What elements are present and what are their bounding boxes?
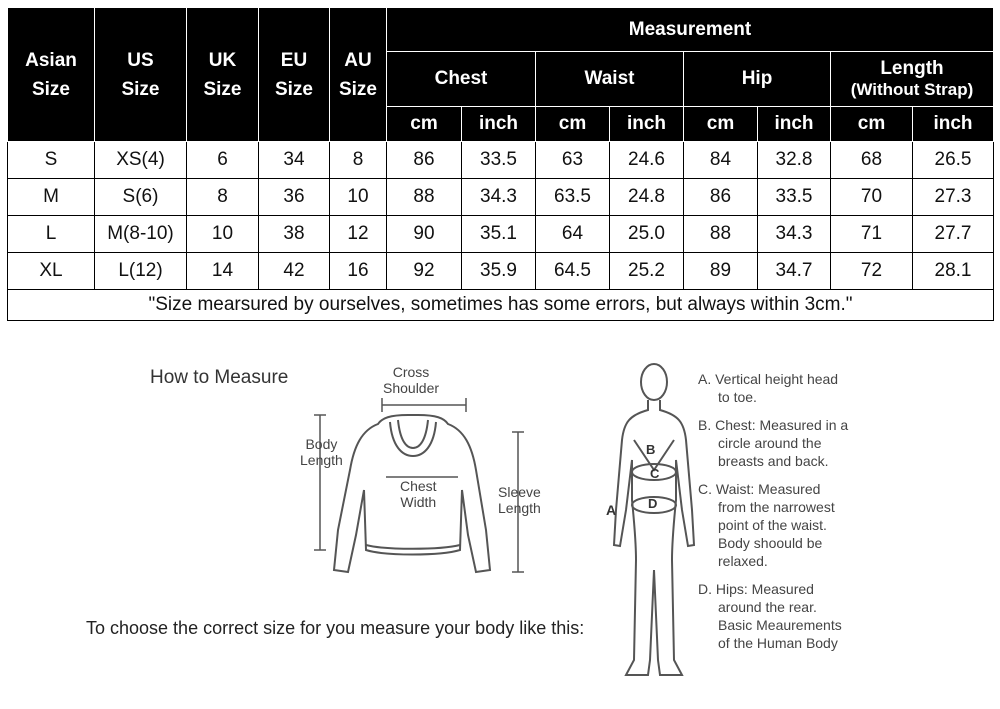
table-cell: 64 — [536, 216, 610, 253]
header-asian-size: Asian Size — [8, 8, 95, 142]
marker-d: D — [648, 496, 658, 511]
table-cell: 42 — [259, 253, 330, 290]
header-eu-size: EU Size — [259, 8, 330, 142]
label-sleeve-length: Sleeve Length — [498, 484, 541, 516]
table-cell: L(12) — [95, 253, 187, 290]
table-cell: 27.7 — [913, 216, 994, 253]
table-cell: 33.5 — [758, 179, 831, 216]
table-row — [8, 142, 994, 179]
table-cell: XS(4) — [95, 142, 187, 179]
size-chart-table — [7, 7, 994, 321]
table-cell: 63 — [536, 142, 610, 179]
header-measurement: Measurement — [387, 8, 994, 52]
legend-item-c: C. Waist: Measured from the narrowest point of the waist. Body shoould be relaxed. — [698, 481, 835, 569]
table-cell: 89 — [684, 253, 758, 290]
marker-c: C — [650, 466, 660, 481]
unit-chest-cm: cm — [387, 107, 462, 142]
table-cell: 33.5 — [462, 142, 536, 179]
legend-item-b: B. Chest: Measured in a circle around the breasts and back. — [698, 417, 849, 469]
table-cell: 6 — [187, 142, 259, 179]
table-cell: 25.0 — [610, 216, 684, 253]
unit-hip-inch: inch — [758, 107, 831, 142]
table-cell: 63.5 — [536, 179, 610, 216]
label-chest-width: Chest Width — [400, 478, 437, 510]
header-chest: Chest — [387, 52, 536, 107]
table-cell: 70 — [831, 179, 913, 216]
table-cell: 88 — [387, 179, 462, 216]
table-cell: 68 — [831, 142, 913, 179]
table-row — [8, 253, 994, 290]
table-cell: L — [8, 216, 95, 253]
table-cell: 92 — [387, 253, 462, 290]
label-body-length: Body Length — [300, 436, 343, 468]
unit-chest-inch: inch — [462, 107, 536, 142]
table-cell: 32.8 — [758, 142, 831, 179]
table-row — [8, 216, 994, 253]
table-cell: M — [8, 179, 95, 216]
label-cross-shoulder: Cross Shoulder — [383, 364, 440, 396]
unit-waist-inch: inch — [610, 107, 684, 142]
table-cell: 34.3 — [462, 179, 536, 216]
table-cell: 10 — [187, 216, 259, 253]
table-cell: 64.5 — [536, 253, 610, 290]
table-cell: 8 — [330, 142, 387, 179]
table-cell: 34 — [259, 142, 330, 179]
header-uk-size: UK Size — [187, 8, 259, 142]
table-cell: 16 — [330, 253, 387, 290]
unit-waist-cm: cm — [536, 107, 610, 142]
marker-a: A — [606, 502, 617, 518]
legend-item-d: D. Hips: Measured around the rear. Basic Meaurements of the Human Body — [698, 581, 842, 651]
legend-item-a: A. Vertical height head to toe. — [698, 371, 839, 405]
table-cell: 88 — [684, 216, 758, 253]
table-cell: 86 — [387, 142, 462, 179]
table-cell: 34.3 — [758, 216, 831, 253]
table-cell: S — [8, 142, 95, 179]
header-us-size: US Size — [95, 8, 187, 142]
table-cell: 35.1 — [462, 216, 536, 253]
table-cell: 38 — [259, 216, 330, 253]
table-cell: M(8-10) — [95, 216, 187, 253]
table-cell: 10 — [330, 179, 387, 216]
table-cell: 26.5 — [913, 142, 994, 179]
unit-hip-cm: cm — [684, 107, 758, 142]
table-cell: 25.2 — [610, 253, 684, 290]
table-cell: 28.1 — [913, 253, 994, 290]
table-cell: 14 — [187, 253, 259, 290]
table-cell: 36 — [259, 179, 330, 216]
measurement-note: "Size mearsured by ourselves, sometimes has some errors, but always within 3cm." — [8, 290, 994, 321]
how-to-measure-title: How to Measure — [150, 367, 289, 388]
body-diagram — [590, 360, 700, 690]
header-hip: Hip — [684, 52, 831, 107]
header-length: Length (Without Strap) — [831, 52, 994, 107]
table-cell: 27.3 — [913, 179, 994, 216]
measurement-legend — [698, 370, 878, 662]
table-cell: 84 — [684, 142, 758, 179]
table-cell: 8 — [187, 179, 259, 216]
table-cell: 35.9 — [462, 253, 536, 290]
table-cell: 90 — [387, 216, 462, 253]
header-au-size: AU Size — [330, 8, 387, 142]
unit-length-cm: cm — [831, 107, 913, 142]
table-cell: 12 — [330, 216, 387, 253]
unit-length-inch: inch — [913, 107, 994, 142]
table-cell: XL — [8, 253, 95, 290]
table-cell: 24.6 — [610, 142, 684, 179]
table-cell: 86 — [684, 179, 758, 216]
header-waist: Waist — [536, 52, 684, 107]
choose-size-instruction: To choose the correct size for you measure your body like this: — [86, 618, 585, 638]
table-cell: 71 — [831, 216, 913, 253]
table-cell: 72 — [831, 253, 913, 290]
table-cell: 24.8 — [610, 179, 684, 216]
table-row — [8, 179, 994, 216]
table-cell: S(6) — [95, 179, 187, 216]
marker-b: B — [646, 442, 656, 457]
table-cell: 34.7 — [758, 253, 831, 290]
